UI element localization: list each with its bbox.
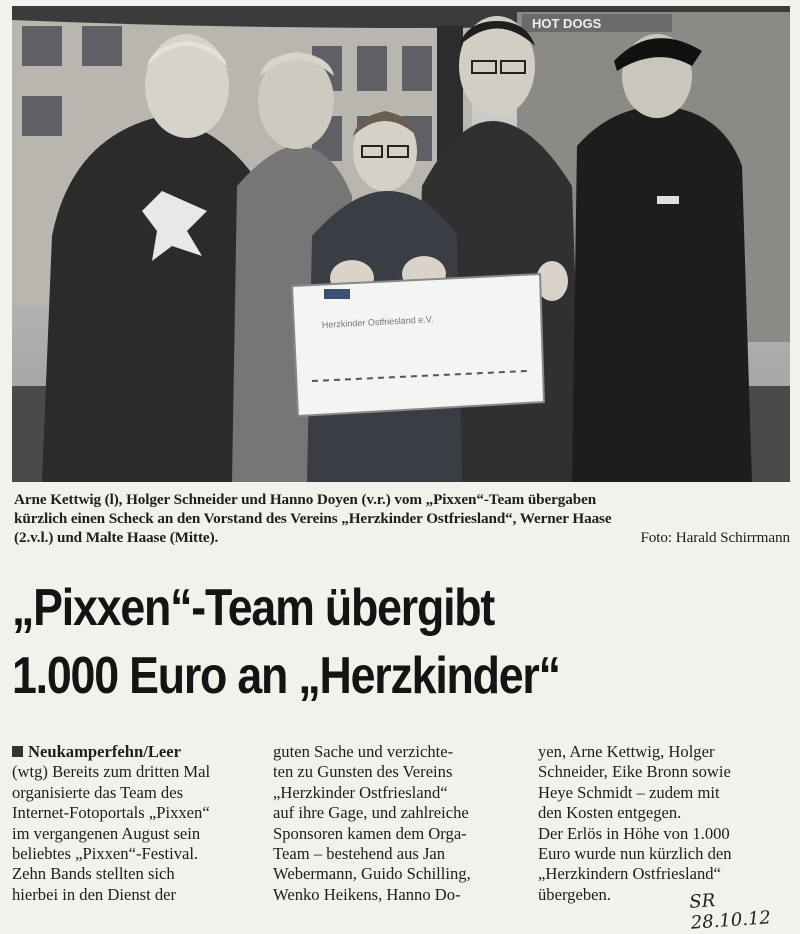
headline — [12, 574, 800, 710]
article-column-3 — [538, 742, 732, 905]
article-line: Wenko Heikens, Hanno Do- — [273, 884, 461, 904]
article-line: auf ihre Gage, und zahlreiche — [273, 803, 469, 823]
bullet-square-icon — [12, 746, 23, 757]
article-line: Heye Schmidt – zudem mit — [538, 782, 720, 802]
article-line: den Kosten entgegen. — [538, 803, 682, 823]
caption-line: (2.v.l.) und Malte Haase (Mitte). — [14, 529, 219, 546]
photo-caption — [14, 490, 790, 547]
article-line: Der Erlös in Höhe von 1.000 — [538, 823, 730, 843]
headline-line: „Pixxen“-Team übergibt — [12, 579, 495, 637]
caption-line: Arne Kettwig (l), Holger Schneider und Hanno Doyen (v.r.) vom „Pixxen“-Team übergaben — [14, 491, 597, 508]
article-line: guten Sache und verzichte- — [273, 742, 454, 761]
stall-sign: HOT DOGS — [532, 16, 602, 31]
article-line: übergeben. — [538, 884, 611, 904]
caption-line: kürzlich einen Scheck an den Vorstand des Vereins „Herzkinder Ostfriesland“, Werner Haase — [14, 510, 612, 527]
article-line: Webermann, Guido Schilling, — [273, 864, 471, 884]
cheque — [292, 274, 544, 416]
article-line: Euro wurde nun kürzlich den — [538, 844, 732, 864]
article-line: yen, Arne Kettwig, Holger — [538, 742, 715, 761]
cheque-payee: Herzkinder Ostfriesland e.V. — [321, 314, 434, 330]
article-line: „Herzkinder Ostfriesland“ — [273, 782, 448, 802]
article-line: „Herzkindern Ostfriesland“ — [538, 864, 721, 884]
handwritten-date: SR 28.10.12 — [688, 890, 772, 934]
article-line: organisierte das Team des — [12, 782, 184, 802]
article-line: Internet-Fotoportals „Pixxen“ — [12, 803, 210, 823]
news-photo — [12, 6, 790, 482]
article-column-1 — [12, 742, 210, 905]
article-line: Sponsoren kamen dem Orga- — [273, 823, 467, 843]
article-line: Team – bestehend aus Jan — [273, 844, 446, 864]
article-line: im vergangenen August sein — [12, 823, 201, 843]
article-column-2 — [273, 742, 471, 905]
photo-credit: Foto: Harald Schirrmann — [640, 529, 790, 546]
article-line: Zehn Bands stellten sich — [12, 864, 175, 884]
headline-line: 1.000 Euro an „Herzkinder“ — [12, 647, 560, 705]
dateline: Neukamperfehn/Leer — [28, 742, 182, 761]
article-line: Schneider, Eike Bronn sowie — [538, 762, 731, 782]
article-line: beliebtes „Pixxen“-Festival. — [12, 844, 199, 864]
article-line: ten zu Gunsten des Vereins — [273, 762, 453, 782]
article-line: hierbei in den Dienst der — [12, 884, 177, 904]
article-line: (wtg) Bereits zum dritten Mal — [12, 762, 211, 782]
photo-illustration — [12, 6, 790, 482]
